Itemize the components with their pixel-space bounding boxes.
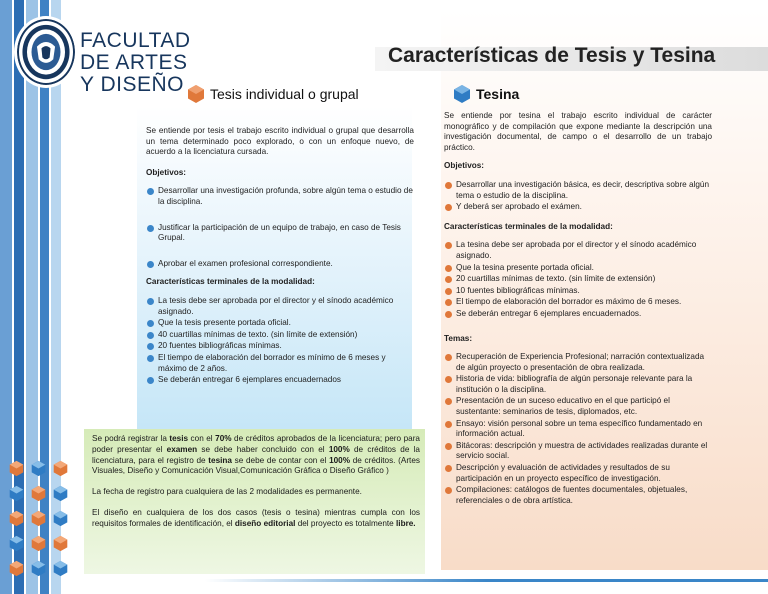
list-item: [444, 463, 712, 484]
note-text-run: examen: [166, 444, 198, 454]
tesis-caracteristicas-list: [146, 296, 414, 386]
note-text-run: tesis: [169, 434, 189, 443]
note-text-run: de créditos de la licenciatura, para el registro de: [92, 444, 420, 465]
list-item: [444, 309, 712, 320]
bullet-icon: [445, 421, 452, 428]
orange-cube-icon: [8, 510, 25, 527]
bullet-icon: [445, 398, 452, 405]
note-paragraph-design: [92, 508, 420, 530]
tesina-temas-label: Temas:: [444, 333, 473, 343]
bullet-icon: [445, 204, 452, 211]
list-item: [444, 263, 712, 274]
list-item: [444, 396, 712, 417]
tesis-caracteristicas-label: Características terminales de la modalidad:: [146, 277, 315, 287]
list-item-text: La tesina debe ser aprobada por el director y el sínodo académico asignado.: [456, 240, 697, 260]
note-paragraph-credits: [92, 434, 420, 477]
bullet-icon: [445, 311, 452, 318]
orange-cube-icon: [30, 510, 47, 527]
list-item: [444, 485, 712, 506]
note-text-run: del proyecto es totalmente: [295, 518, 397, 528]
list-item: [146, 223, 414, 244]
list-item-text: Y deberá ser aprobado el exámen.: [456, 202, 582, 212]
tesis-objetivos-list: [146, 186, 414, 269]
list-item: [146, 296, 414, 317]
bullet-icon: [147, 261, 154, 268]
note-text-run: libre.: [396, 518, 416, 528]
list-item-text: 40 cuartillas mínimas de texto. (sin límite de extensión): [158, 329, 358, 339]
list-item-text: 10 fuentes bibliográficas mínimas.: [456, 285, 580, 295]
list-item-text: Desarrollar una investigación profunda, sobre algún tema o estudio de la disciplina.: [158, 186, 413, 206]
orange-hexagon-icon: [186, 84, 206, 104]
unam-seal-logo: [14, 16, 78, 88]
list-item: [444, 240, 712, 261]
list-item-text: Desarrollar una investigación básica, es decir, descriptiva sobre algún tema o estudio de la disciplina.: [456, 179, 710, 200]
note-text-run: Se podrá registrar la: [92, 434, 170, 443]
orange-cube-icon: [30, 485, 47, 502]
note-text-run: 100%: [329, 455, 351, 465]
bullet-icon: [147, 320, 154, 327]
bullet-icon: [445, 354, 452, 361]
list-item: [444, 352, 712, 373]
faculty-line: DE ARTES: [80, 51, 188, 74]
blue-cube-icon: [8, 535, 25, 552]
registration-note: [92, 434, 420, 540]
list-item: [146, 375, 414, 386]
bullet-icon: [445, 376, 452, 383]
list-item-text: Compilaciones: catálogos de fuentes documentales, objetuales, referenciales o de obra artística.: [456, 485, 688, 505]
note-text-run: de créditos. (Artes Visuales, Diseño y Comunicación Visual,Comunicación Gráfica o Diseño Gráfico ): [92, 455, 420, 476]
list-item-text: Presentación de un suceso educativo en el que participó el sustentante: seminarios de tesis, diplomados, etc.: [456, 396, 670, 417]
list-item-text: Historia de vida: bibliografía de algún personaje relevante para la institución o la disciplina.: [456, 374, 693, 394]
list-item-text: 20 cuartillas mínimas de texto. (sin límite de extensión): [456, 274, 656, 284]
page-title: Características de Tesis y Tesina: [388, 44, 716, 67]
bullet-icon: [445, 487, 452, 494]
list-item-text: Se deberán entregar 6 ejemplares encuadernados: [158, 375, 341, 385]
tesina-objetivos-label: Objetivos:: [444, 161, 485, 171]
list-item: [146, 353, 414, 374]
tesis-objetivos-label: Objetivos:: [146, 167, 187, 177]
list-item: [444, 286, 712, 297]
bullet-icon: [147, 225, 154, 232]
list-item: [146, 186, 414, 207]
tesis-heading-text: Tesis individual o grupal: [210, 86, 359, 102]
list-item-text: El tiempo de elaboración del borrador es mínimo de 6 meses y máximo de 2 años.: [158, 352, 386, 373]
bullet-icon: [445, 265, 452, 272]
list-item: [146, 259, 414, 270]
bullet-icon: [445, 465, 452, 472]
orange-cube-icon: [52, 460, 69, 477]
tesina-caracteristicas-label: Características terminales de la modalidad:: [444, 221, 613, 231]
list-item-text: Recuperación de Experiencia Profesional; narración contextualizada de algún proyecto o presentación de obra realizada.: [456, 352, 705, 372]
list-item-text: La tesis debe ser aprobada por el director y el sínodo académico asignado.: [158, 295, 394, 316]
bullet-icon: [445, 182, 452, 189]
bullet-icon: [445, 288, 452, 295]
tesis-intro: Se entiende por tesis el trabajo escrito individual o grupal que desarrolla un tema determinado poco explorado, o con un enfoque nuevo, de acuerdo a la licenciatura cursada.: [146, 126, 414, 157]
list-item: [444, 202, 712, 213]
bullet-icon: [147, 332, 154, 339]
orange-cube-icon: [30, 535, 47, 552]
bullet-icon: [147, 343, 154, 350]
orange-cube-icon: [8, 460, 25, 477]
list-item: [146, 318, 414, 329]
note-paragraph-date: La fecha de registro para cualquiera de las 2 modalidades es permanente.: [92, 487, 362, 497]
tesina-heading: [452, 84, 519, 104]
blue-cube-icon: [30, 460, 47, 477]
list-item-text: Aprobar el examen profesional correspondiente.: [158, 258, 333, 268]
list-item: [444, 419, 712, 440]
list-item: [444, 274, 712, 285]
blue-cube-icon: [52, 485, 69, 502]
tesina-column: [444, 111, 712, 507]
blue-hexagon-icon: [452, 84, 472, 104]
note-text-run: El diseño en cualquiera de los dos casos (tesis o tesina) mientras cumpla con los requisitos formales de identificación, el: [92, 507, 420, 528]
tesina-heading-text: Tesina: [476, 86, 520, 102]
list-item-text: Descripción y evaluación de actividades y resultados de su participación en un proyecto específico de investigación.: [456, 463, 670, 483]
bullet-icon: [445, 242, 452, 249]
bottom-divider: [205, 579, 768, 582]
blue-cube-icon: [52, 510, 69, 527]
note-text-run: de créditos aprobados de la licenciatura; pero para poder presentar el: [92, 434, 420, 454]
faculty-line: FACULTAD: [80, 29, 191, 52]
list-item-text: 20 fuentes bibliográficas mínimas.: [158, 341, 282, 351]
faculty-name: [80, 30, 191, 96]
tesina-intro: Se entiende por tesina el trabajo escrito individual de carácter monográfico y de compilación que expone mediante la descripción una investigación documental, de campo o el desarrollo de un trabajo práctico.: [444, 111, 712, 152]
list-item-text: Ensayo: visión personal sobre un tema específico fundamentado en información actual.: [456, 418, 703, 439]
bullet-icon: [445, 443, 452, 450]
list-item: [444, 441, 712, 462]
tesis-heading: [186, 84, 359, 104]
list-item: [146, 341, 414, 352]
list-item: [444, 297, 712, 308]
list-item-text: Que la tesis presente portada oficial.: [158, 318, 291, 328]
list-item: [444, 374, 712, 395]
tesina-temas-list: [444, 352, 712, 506]
note-text-run: se debe haber concluido con el: [197, 444, 329, 454]
note-text-run: 100%: [328, 444, 350, 454]
bullet-icon: [147, 355, 154, 362]
bullet-icon: [147, 188, 154, 195]
decorative-cubes: [8, 460, 78, 590]
bullet-icon: [445, 299, 452, 306]
faculty-line: Y DISEÑO: [80, 73, 184, 96]
list-item: [146, 330, 414, 341]
blue-cube-icon: [8, 485, 25, 502]
bullet-icon: [147, 377, 154, 384]
list-item: [444, 180, 712, 201]
orange-cube-icon: [8, 560, 25, 577]
list-item-text: Se deberán entregar 6 ejemplares encuadernados.: [456, 308, 642, 318]
blue-cube-icon: [30, 560, 47, 577]
bullet-icon: [445, 276, 452, 283]
list-item-text: Justificar la participación de un equipo de trabajo, en caso de Tesis Grupal.: [158, 222, 401, 243]
blue-cube-icon: [52, 560, 69, 577]
bullet-icon: [147, 298, 154, 305]
list-item-text: Bitácoras: descripción y muestra de actividades realizadas durante el servicio social.: [456, 440, 708, 461]
tesina-caracteristicas-list: [444, 240, 712, 319]
list-item-text: Que la tesina presente portada oficial.: [456, 262, 594, 272]
note-text-run: 70%: [215, 434, 232, 443]
note-text-run: con el: [188, 434, 216, 443]
note-text-run: tesina: [208, 455, 232, 465]
orange-cube-icon: [52, 535, 69, 552]
tesina-objetivos-list: [444, 180, 712, 213]
note-text-run: diseño editorial: [234, 518, 296, 528]
list-item-text: El tiempo de elaboración del borrador es máximo de 6 meses.: [456, 297, 682, 307]
tesis-column: [146, 126, 414, 387]
note-text-run: se debe de contar con el: [231, 455, 330, 465]
